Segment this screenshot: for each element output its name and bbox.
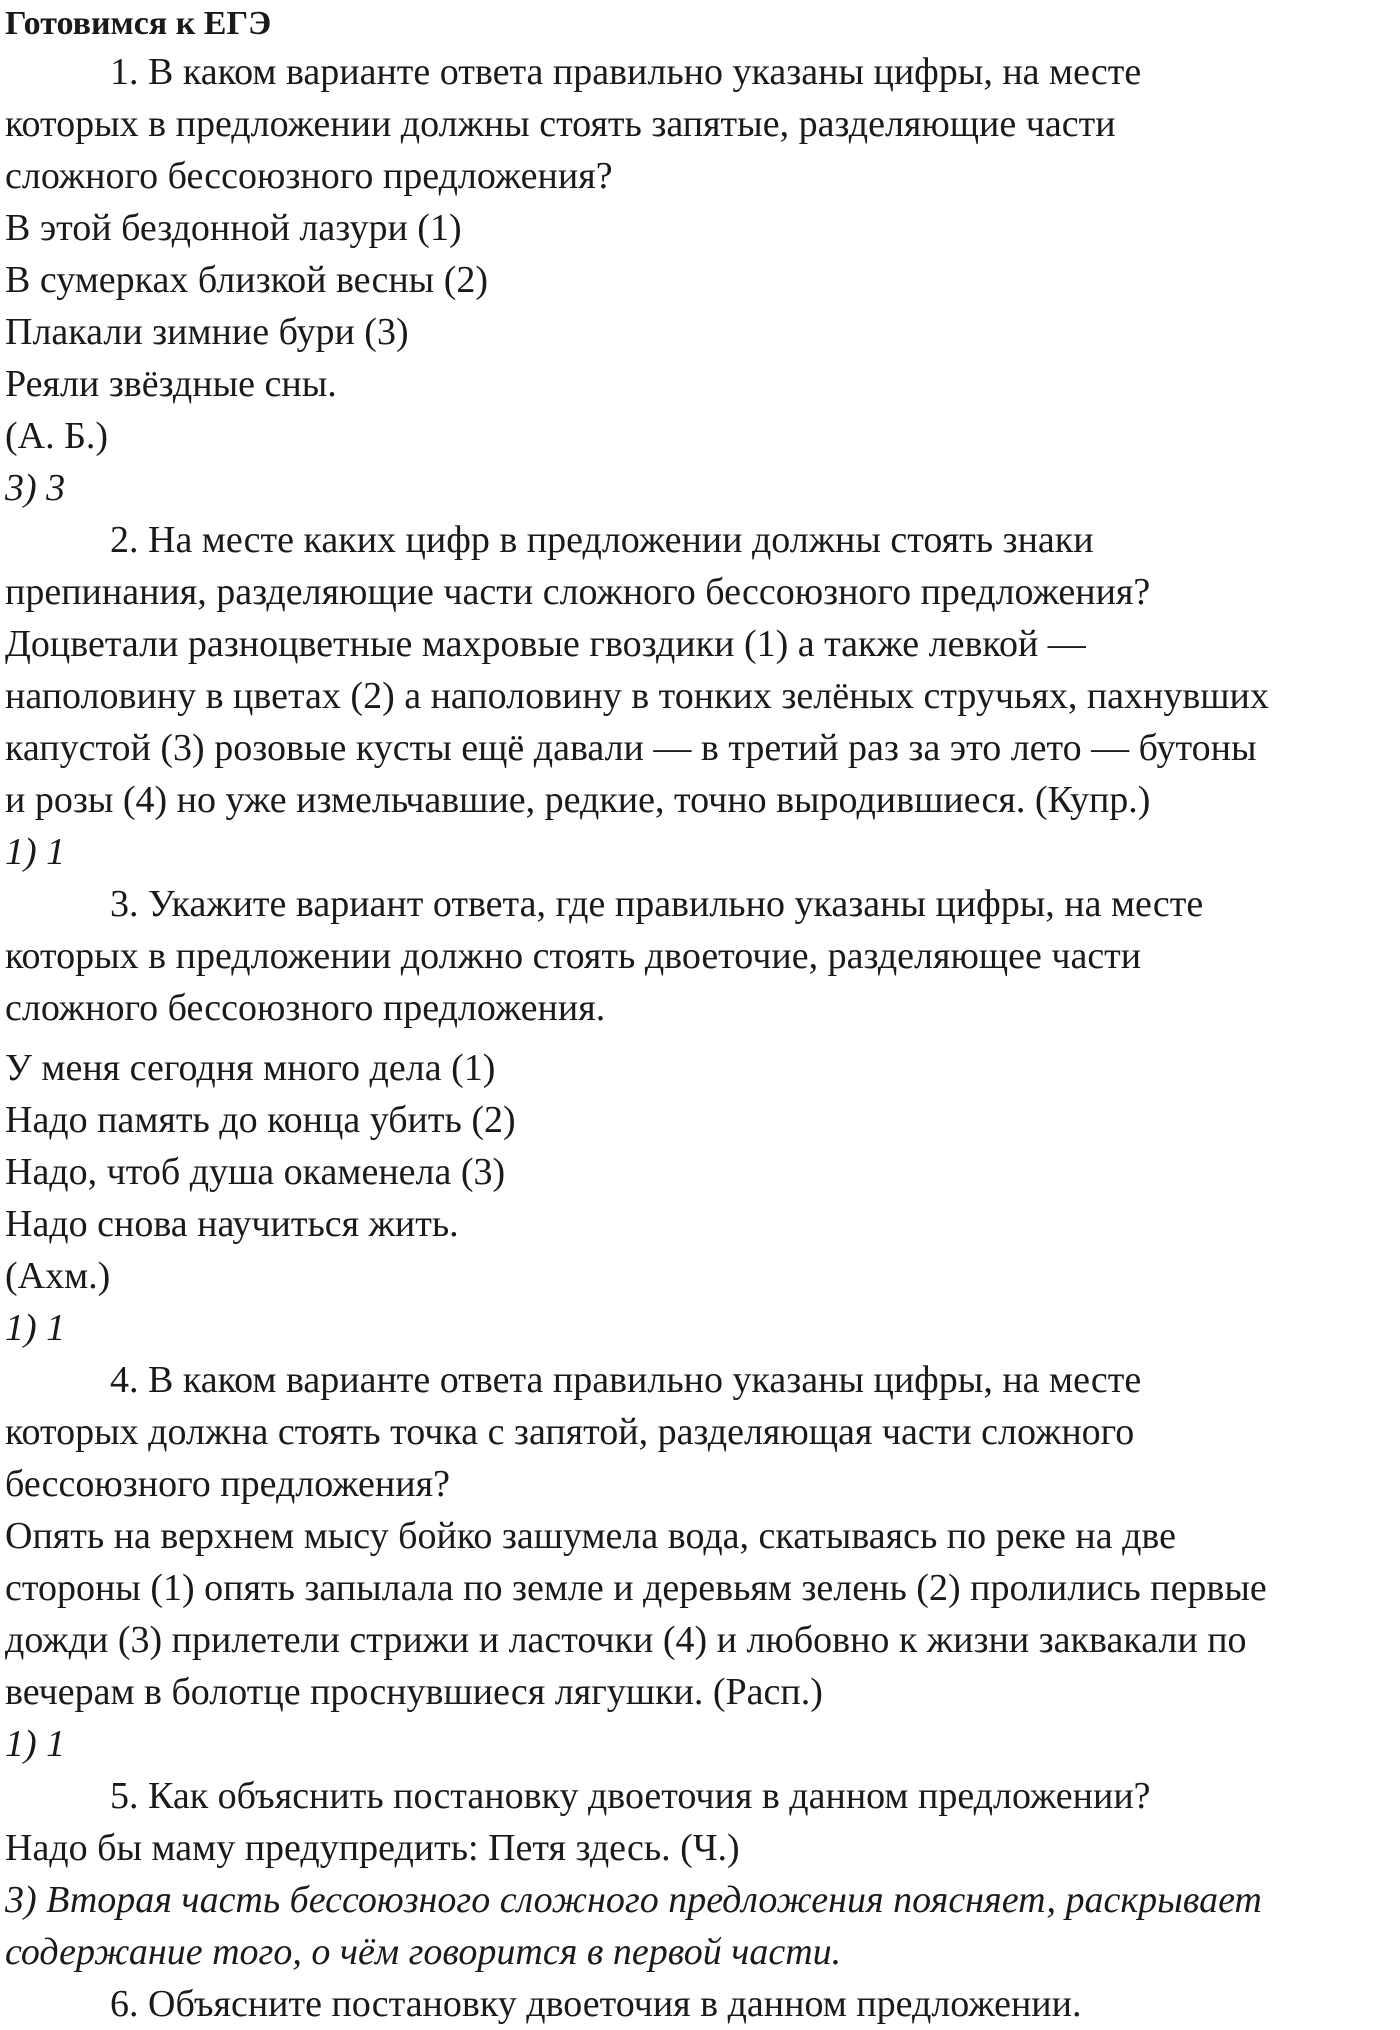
question-4-answer: 1) 1 [5, 1723, 66, 1765]
question-3-text-line: У меня сегодня много дела (1) [5, 1047, 496, 1089]
question-1-text-line: (А. Б.) [5, 415, 109, 457]
document-page [5, 2, 1395, 2030]
question-3-prompt-line: сложного бессоюзного предложения. [5, 987, 606, 1029]
question-6-prompt-line: 6. Объясните постановку двоеточия в данном предложении. [110, 1983, 1082, 2025]
question-2 [5, 514, 1395, 878]
question-2-answer: 1) 1 [5, 831, 66, 873]
question-1-text-line: В сумерках близкой весны (2) [5, 259, 489, 301]
question-4-text-line: дожди (3) прилетели стрижи и ласточки (4) и любовно к жизни заквакали по [5, 1619, 1247, 1661]
document-title: Готовимся к ЕГЭ [5, 5, 272, 42]
question-3 [5, 878, 1395, 1354]
question-2-text-line: Доцветали разноцветные махровые гвоздики (1) а также левкой — [5, 623, 1086, 665]
question-4-prompt-line: которых должна стоять точка с запятой, разделяющая части сложного [5, 1411, 1135, 1453]
question-5 [5, 1770, 1395, 1978]
question-2-text-line: капустой (3) розовые кусты ещё давали — в третий раз за это лето — бутоны [5, 727, 1257, 769]
question-3-prompt-line: которых в предложении должно стоять двоеточие, разделяющее части [5, 935, 1142, 977]
question-1-prompt-line: которых в предложении должны стоять запятые, разделяющие части [5, 103, 1116, 145]
question-1-prompt-line: сложного бессоюзного предложения? [5, 155, 613, 197]
question-2-prompt-line: 2. На месте каких цифр в предложении должны стоять знаки [110, 519, 1094, 561]
question-4-prompt-line: бессоюзного предложения? [5, 1463, 450, 1505]
question-1-text-line: Реяли звёздные сны. [5, 363, 337, 405]
question-2-text-line: наполовину в цветах (2) а наполовину в тонких зелёных стручьях, пахнувших [5, 675, 1269, 717]
question-4-prompt-line: 4. В каком варианте ответа правильно указаны цифры, на месте [110, 1359, 1142, 1401]
question-3-text-line: Надо снова научиться жить. [5, 1203, 459, 1245]
question-3-text-line: (Ахм.) [5, 1255, 111, 1297]
question-2-prompt-line: препинания, разделяющие части сложного бессоюзного предложения? [5, 571, 1151, 613]
question-1 [5, 46, 1395, 514]
question-3-prompt-line: 3. Укажите вариант ответа, где правильно указаны цифры, на месте [110, 883, 1204, 925]
question-1-text-line: Плакали зимние бури (3) [5, 311, 409, 353]
question-5-text-line: Надо бы маму предупредить: Петя здесь. (Ч.) [5, 1827, 740, 1869]
question-6 [5, 1978, 1395, 2030]
question-3-answer: 1) 1 [5, 1307, 66, 1349]
question-1-text-line: В этой бездонной лазури (1) [5, 207, 462, 249]
question-4 [5, 1354, 1395, 1770]
question-4-text-line: вечерам в болотце проснувшиеся лягушки. (Расп.) [5, 1671, 823, 1713]
question-5-prompt-line: 5. Как объяснить постановку двоеточия в данном предложении? [110, 1775, 1151, 1817]
question-5-answer-line: 3) Вторая часть бессоюзного сложного предложения поясняет, раскрывает [5, 1879, 1262, 1921]
question-4-text-line: Опять на верхнем мысу бойко зашумела вода, скатываясь по реке на две [5, 1515, 1177, 1557]
question-4-text-line: стороны (1) опять запылала по земле и деревьям зелень (2) пролились первые [5, 1567, 1267, 1609]
question-5-answer-line: содержание того, о чём говорится в первой части. [5, 1931, 842, 1973]
question-1-answer: 3) 3 [5, 467, 66, 509]
question-1-prompt-line: 1. В каком варианте ответа правильно указаны цифры, на месте [110, 51, 1142, 93]
spacer [5, 1034, 1395, 1042]
question-2-text-line: и розы (4) но уже измельчавшие, редкие, точно выродившиеся. (Купр.) [5, 779, 1151, 821]
question-3-text-line: Надо память до конца убить (2) [5, 1099, 516, 1141]
question-3-text-line: Надо, чтоб душа окаменела (3) [5, 1151, 506, 1193]
